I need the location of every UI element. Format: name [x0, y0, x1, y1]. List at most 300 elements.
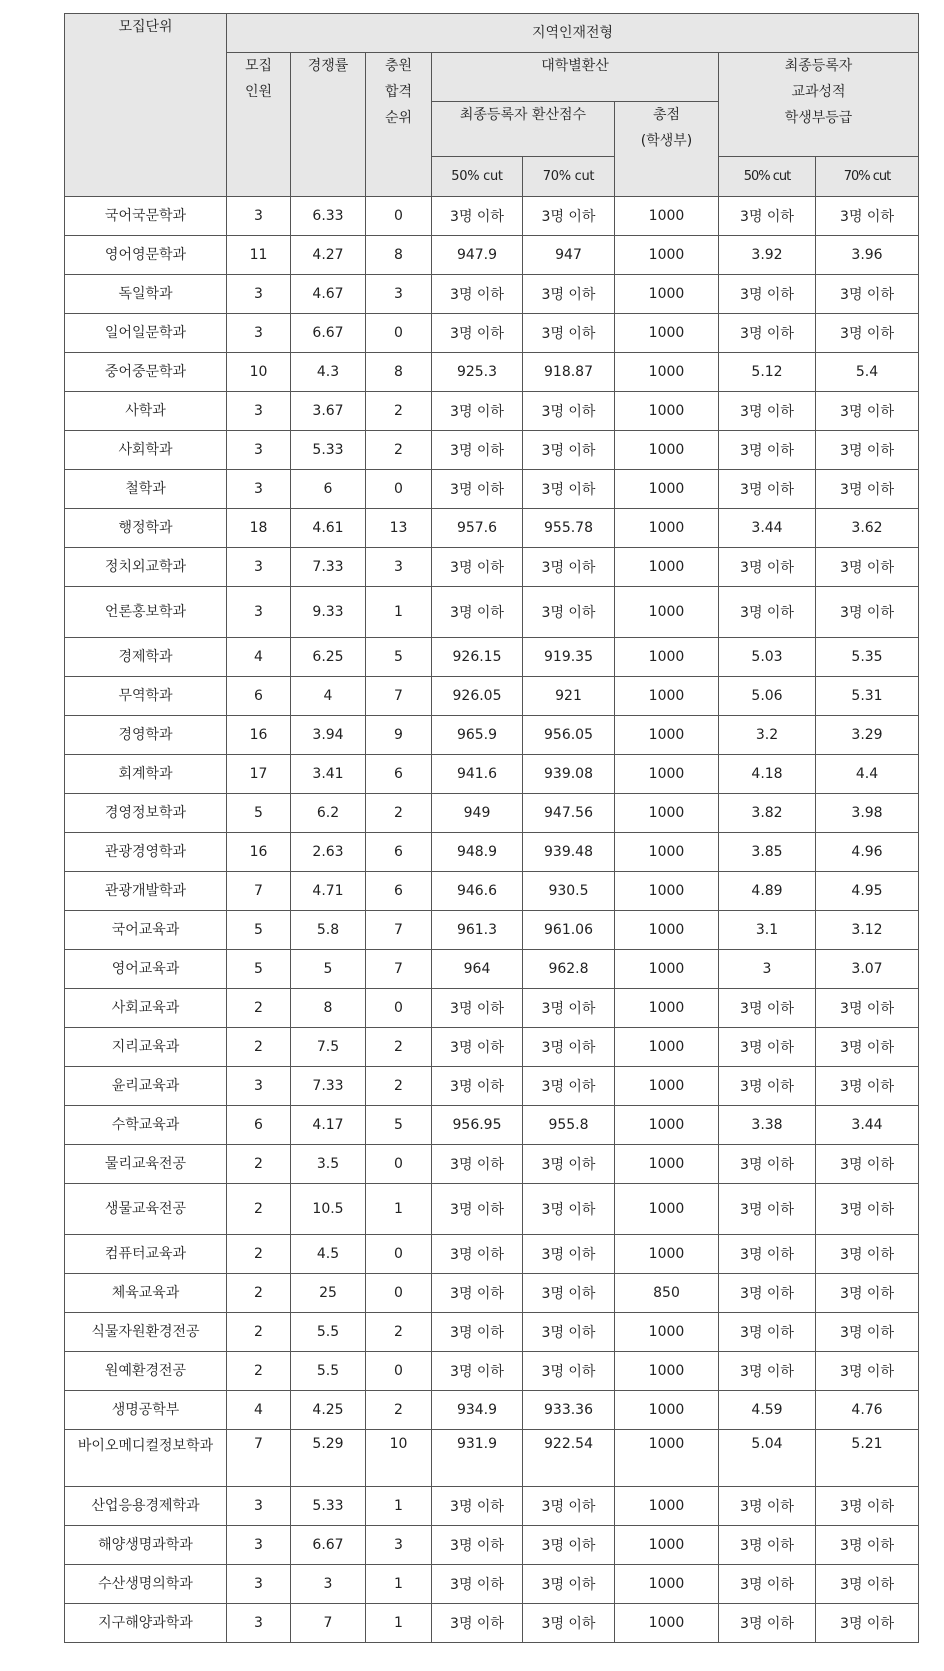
cell-waitlist-rank: 0: [366, 470, 432, 509]
cell-score-cut50: 3명 이하: [432, 1028, 523, 1067]
cell-grade-cut70: 5.31: [816, 677, 919, 716]
table-row: [65, 1430, 919, 1487]
cell-score-cut50: 964: [432, 950, 523, 989]
cell-total: 1000: [615, 431, 719, 470]
cell-department: 산업응용경제학과: [65, 1487, 227, 1526]
cell-total: 1000: [615, 275, 719, 314]
cell-competition: 7.33: [291, 548, 366, 587]
cell-score-cut50: 3명 이하: [432, 1352, 523, 1391]
cell-score-cut50: 3명 이하: [432, 392, 523, 431]
cell-score-cut70: 3명 이하: [523, 431, 615, 470]
table-row: [65, 1565, 919, 1604]
header-program: 지역인재전형: [227, 14, 919, 53]
header-grade-cut50: 50% cut: [719, 157, 816, 197]
cell-total: 1000: [615, 1106, 719, 1145]
cell-total: 1000: [615, 1184, 719, 1235]
cell-score-cut50: 931.9: [432, 1430, 523, 1487]
cell-score-cut50: 956.95: [432, 1106, 523, 1145]
cell-total: 1000: [615, 353, 719, 392]
table-row: [65, 431, 919, 470]
cell-waitlist-rank: 6: [366, 755, 432, 794]
cell-waitlist-rank: 7: [366, 950, 432, 989]
cell-grade-cut70: 3.44: [816, 1106, 919, 1145]
cell-grade-cut50: 3명 이하: [719, 989, 816, 1028]
cell-quota: 16: [227, 716, 291, 755]
cell-score-cut50: 947.9: [432, 236, 523, 275]
cell-grade-cut70: 3명 이하: [816, 1313, 919, 1352]
cell-waitlist-rank: 3: [366, 1526, 432, 1565]
cell-total: 1000: [615, 1430, 719, 1487]
cell-grade-cut50: 3: [719, 950, 816, 989]
cell-waitlist-rank: 10: [366, 1430, 432, 1487]
cell-department: 경영정보학과: [65, 794, 227, 833]
cell-competition: 3: [291, 1565, 366, 1604]
cell-quota: 3: [227, 1565, 291, 1604]
cell-quota: 3: [227, 587, 291, 638]
cell-score-cut70: 919.35: [523, 638, 615, 677]
cell-department: 컴퓨터교육과: [65, 1235, 227, 1274]
cell-grade-cut70: 3명 이하: [816, 1565, 919, 1604]
cell-score-cut70: 3명 이하: [523, 1067, 615, 1106]
cell-score-cut50: 3명 이하: [432, 1145, 523, 1184]
cell-grade-cut50: 3명 이하: [719, 1274, 816, 1313]
cell-department: 생명공학부: [65, 1391, 227, 1430]
cell-department: 경영학과: [65, 716, 227, 755]
cell-score-cut50: 3명 이하: [432, 314, 523, 353]
header-unit: 모집단위: [65, 14, 227, 197]
cell-score-cut50: 961.3: [432, 911, 523, 950]
cell-waitlist-rank: 1: [366, 587, 432, 638]
table-row: [65, 1487, 919, 1526]
cell-waitlist-rank: 2: [366, 1391, 432, 1430]
cell-total: 1000: [615, 677, 719, 716]
cell-grade-cut50: 3명 이하: [719, 1067, 816, 1106]
table-row: [65, 1352, 919, 1391]
cell-score-cut50: 3명 이하: [432, 1067, 523, 1106]
cell-department: 국어교육과: [65, 911, 227, 950]
cell-grade-cut70: 3명 이하: [816, 989, 919, 1028]
table-row: [65, 911, 919, 950]
cell-waitlist-rank: 3: [366, 275, 432, 314]
table-row: [65, 794, 919, 833]
cell-competition: 5.33: [291, 1487, 366, 1526]
cell-grade-cut50: 5.04: [719, 1430, 816, 1487]
cell-waitlist-rank: 1: [366, 1604, 432, 1643]
cell-score-cut50: 3명 이하: [432, 1235, 523, 1274]
cell-quota: 2: [227, 989, 291, 1028]
cell-department: 중어중문학과: [65, 353, 227, 392]
cell-grade-cut70: 5.21: [816, 1430, 919, 1487]
cell-quota: 3: [227, 548, 291, 587]
cell-total: 1000: [615, 1352, 719, 1391]
cell-quota: 17: [227, 755, 291, 794]
cell-score-cut70: 933.36: [523, 1391, 615, 1430]
cell-waitlist-rank: 2: [366, 1028, 432, 1067]
table-row: [65, 197, 919, 236]
cell-grade-cut50: 3명 이하: [719, 275, 816, 314]
cell-score-cut70: 3명 이하: [523, 1487, 615, 1526]
cell-score-cut70: 3명 이하: [523, 1028, 615, 1067]
table-row: [65, 548, 919, 587]
cell-quota: 2: [227, 1184, 291, 1235]
cell-competition: 5.33: [291, 431, 366, 470]
cell-grade-cut50: 3명 이하: [719, 470, 816, 509]
table-row: [65, 1604, 919, 1643]
cell-quota: 6: [227, 1106, 291, 1145]
cell-score-cut70: 3명 이하: [523, 1235, 615, 1274]
cell-quota: 5: [227, 794, 291, 833]
cell-quota: 3: [227, 314, 291, 353]
cell-grade-cut70: 4.96: [816, 833, 919, 872]
cell-score-cut70: 956.05: [523, 716, 615, 755]
cell-competition: 4.17: [291, 1106, 366, 1145]
cell-quota: 3: [227, 1604, 291, 1643]
table-row: [65, 716, 919, 755]
cell-competition: 25: [291, 1274, 366, 1313]
cell-grade-cut70: 3명 이하: [816, 1067, 919, 1106]
table-row: [65, 314, 919, 353]
table-row: [65, 1274, 919, 1313]
cell-grade-cut50: 3명 이하: [719, 197, 816, 236]
cell-grade-cut70: 3명 이하: [816, 1526, 919, 1565]
cell-grade-cut70: 4.4: [816, 755, 919, 794]
table-row: [65, 1067, 919, 1106]
table-row: [65, 989, 919, 1028]
cell-score-cut70: 3명 이하: [523, 989, 615, 1028]
cell-total: 1000: [615, 470, 719, 509]
cell-waitlist-rank: 0: [366, 1145, 432, 1184]
cell-score-cut70: 918.87: [523, 353, 615, 392]
cell-grade-cut50: 3.44: [719, 509, 816, 548]
cell-total: 1000: [615, 950, 719, 989]
cell-competition: 4: [291, 677, 366, 716]
cell-total: 1000: [615, 509, 719, 548]
header-score-cut70: 70% cut: [523, 157, 615, 197]
cell-competition: 9.33: [291, 587, 366, 638]
cell-total: 1000: [615, 638, 719, 677]
cell-grade-cut70: 3명 이하: [816, 431, 919, 470]
cell-total: 1000: [615, 1067, 719, 1106]
cell-score-cut50: 957.6: [432, 509, 523, 548]
cell-score-cut50: 926.15: [432, 638, 523, 677]
cell-waitlist-rank: 7: [366, 677, 432, 716]
cell-total: 1000: [615, 1565, 719, 1604]
cell-quota: 4: [227, 1391, 291, 1430]
table-row: [65, 677, 919, 716]
cell-grade-cut70: 3명 이하: [816, 1352, 919, 1391]
cell-competition: 5.5: [291, 1313, 366, 1352]
cell-quota: 2: [227, 1235, 291, 1274]
cell-score-cut50: 3명 이하: [432, 470, 523, 509]
cell-grade-cut50: 3명 이하: [719, 1313, 816, 1352]
cell-total: 1000: [615, 314, 719, 353]
cell-score-cut50: 3명 이하: [432, 1184, 523, 1235]
cell-competition: 6.67: [291, 314, 366, 353]
cell-competition: 4.3: [291, 353, 366, 392]
cell-score-cut70: 922.54: [523, 1430, 615, 1487]
cell-competition: 3.94: [291, 716, 366, 755]
cell-waitlist-rank: 2: [366, 1313, 432, 1352]
cell-score-cut50: 965.9: [432, 716, 523, 755]
cell-total: 1000: [615, 197, 719, 236]
cell-competition: 10.5: [291, 1184, 366, 1235]
cell-grade-cut70: 3명 이하: [816, 197, 919, 236]
cell-grade-cut70: 5.35: [816, 638, 919, 677]
table-row: [65, 872, 919, 911]
admission-results-table: [64, 13, 919, 1643]
cell-competition: 6: [291, 470, 366, 509]
cell-waitlist-rank: 2: [366, 431, 432, 470]
table-row: [65, 1028, 919, 1067]
cell-grade-cut70: 3명 이하: [816, 470, 919, 509]
cell-grade-cut50: 3명 이하: [719, 1352, 816, 1391]
cell-grade-cut70: 3명 이하: [816, 1274, 919, 1313]
cell-score-cut70: 3명 이하: [523, 1565, 615, 1604]
cell-quota: 3: [227, 275, 291, 314]
cell-grade-cut50: 3명 이하: [719, 1487, 816, 1526]
cell-competition: 6.33: [291, 197, 366, 236]
cell-competition: 5.8: [291, 911, 366, 950]
cell-score-cut70: 3명 이하: [523, 392, 615, 431]
cell-total: 1000: [615, 872, 719, 911]
cell-competition: 4.61: [291, 509, 366, 548]
cell-grade-cut70: 3명 이하: [816, 392, 919, 431]
cell-quota: 3: [227, 197, 291, 236]
cell-waitlist-rank: 5: [366, 638, 432, 677]
cell-quota: 16: [227, 833, 291, 872]
cell-grade-cut70: 3.29: [816, 716, 919, 755]
cell-competition: 4.25: [291, 1391, 366, 1430]
cell-quota: 5: [227, 950, 291, 989]
cell-score-cut50: 934.9: [432, 1391, 523, 1430]
cell-grade-cut50: 3명 이하: [719, 1235, 816, 1274]
cell-grade-cut70: 3명 이하: [816, 275, 919, 314]
cell-quota: 3: [227, 392, 291, 431]
cell-competition: 6.25: [291, 638, 366, 677]
header-quota: 모집 인원: [227, 53, 291, 197]
cell-competition: 7.33: [291, 1067, 366, 1106]
cell-total: 1000: [615, 1028, 719, 1067]
cell-total: 1000: [615, 1487, 719, 1526]
cell-department: 관광개발학과: [65, 872, 227, 911]
cell-department: 일어일문학과: [65, 314, 227, 353]
cell-score-cut50: 3명 이하: [432, 197, 523, 236]
cell-score-cut70: 939.08: [523, 755, 615, 794]
cell-competition: 3.67: [291, 392, 366, 431]
cell-grade-cut70: 4.76: [816, 1391, 919, 1430]
table-row: [65, 1526, 919, 1565]
cell-waitlist-rank: 0: [366, 1235, 432, 1274]
table-row: [65, 236, 919, 275]
cell-grade-cut70: 3명 이하: [816, 314, 919, 353]
cell-competition: 5.5: [291, 1352, 366, 1391]
cell-total: 1000: [615, 833, 719, 872]
cell-score-cut70: 3명 이하: [523, 1274, 615, 1313]
cell-competition: 5: [291, 950, 366, 989]
table-row: [65, 470, 919, 509]
cell-total: 1000: [615, 392, 719, 431]
cell-quota: 2: [227, 1313, 291, 1352]
cell-department: 영어영문학과: [65, 236, 227, 275]
cell-grade-cut50: 3.85: [719, 833, 816, 872]
cell-department: 수산생명의학과: [65, 1565, 227, 1604]
cell-score-cut50: 3명 이하: [432, 1526, 523, 1565]
cell-score-cut50: 941.6: [432, 755, 523, 794]
cell-waitlist-rank: 1: [366, 1487, 432, 1526]
cell-waitlist-rank: 3: [366, 548, 432, 587]
cell-department: 독일학과: [65, 275, 227, 314]
cell-grade-cut70: 3.07: [816, 950, 919, 989]
cell-total: 1000: [615, 716, 719, 755]
cell-score-cut70: 3명 이하: [523, 197, 615, 236]
table-row: [65, 950, 919, 989]
cell-score-cut50: 3명 이하: [432, 1313, 523, 1352]
cell-waitlist-rank: 6: [366, 833, 432, 872]
cell-quota: 3: [227, 470, 291, 509]
cell-department: 사학과: [65, 392, 227, 431]
cell-department: 생물교육전공: [65, 1184, 227, 1235]
cell-score-cut70: 3명 이하: [523, 470, 615, 509]
table-row: [65, 353, 919, 392]
cell-score-cut50: 949: [432, 794, 523, 833]
cell-score-cut50: 3명 이하: [432, 548, 523, 587]
cell-waitlist-rank: 5: [366, 1106, 432, 1145]
cell-grade-cut70: 3.62: [816, 509, 919, 548]
table-row: [65, 509, 919, 548]
cell-total: 1000: [615, 1391, 719, 1430]
table-row: [65, 1184, 919, 1235]
cell-waitlist-rank: 0: [366, 314, 432, 353]
cell-grade-cut70: 3명 이하: [816, 1235, 919, 1274]
cell-competition: 6.67: [291, 1526, 366, 1565]
cell-total: 1000: [615, 587, 719, 638]
cell-grade-cut50: 3명 이하: [719, 392, 816, 431]
cell-grade-cut50: 5.12: [719, 353, 816, 392]
cell-competition: 3.41: [291, 755, 366, 794]
cell-quota: 11: [227, 236, 291, 275]
cell-total: 1000: [615, 548, 719, 587]
table-row: [65, 1235, 919, 1274]
cell-grade-cut50: 5.03: [719, 638, 816, 677]
cell-score-cut70: 921: [523, 677, 615, 716]
cell-score-cut50: 948.9: [432, 833, 523, 872]
cell-waitlist-rank: 0: [366, 989, 432, 1028]
cell-grade-cut70: 5.4: [816, 353, 919, 392]
cell-grade-cut50: 3명 이하: [719, 1145, 816, 1184]
cell-score-cut70: 962.8: [523, 950, 615, 989]
cell-department: 사회학과: [65, 431, 227, 470]
cell-total: 1000: [615, 755, 719, 794]
cell-quota: 4: [227, 638, 291, 677]
table-row: [65, 755, 919, 794]
cell-department: 경제학과: [65, 638, 227, 677]
cell-competition: 4.5: [291, 1235, 366, 1274]
cell-quota: 2: [227, 1274, 291, 1313]
cell-total: 1000: [615, 911, 719, 950]
cell-grade-cut70: 3명 이하: [816, 1145, 919, 1184]
cell-score-cut70: 3명 이하: [523, 1526, 615, 1565]
cell-score-cut50: 3명 이하: [432, 275, 523, 314]
table-row: [65, 587, 919, 638]
header-waitlist: 충원 합격 순위: [366, 53, 432, 197]
cell-department: 체육교육과: [65, 1274, 227, 1313]
cell-grade-cut50: 3명 이하: [719, 431, 816, 470]
cell-score-cut70: 3명 이하: [523, 1604, 615, 1643]
cell-score-cut70: 3명 이하: [523, 1145, 615, 1184]
cell-grade-cut70: 3명 이하: [816, 1028, 919, 1067]
cell-score-cut50: 3명 이하: [432, 989, 523, 1028]
cell-score-cut70: 939.48: [523, 833, 615, 872]
table-row: [65, 833, 919, 872]
cell-grade-cut50: 3.82: [719, 794, 816, 833]
cell-grade-cut50: 5.06: [719, 677, 816, 716]
cell-competition: 7.5: [291, 1028, 366, 1067]
cell-department: 관광경영학과: [65, 833, 227, 872]
cell-quota: 2: [227, 1145, 291, 1184]
header-univ-conversion: 대학별환산: [432, 53, 719, 102]
cell-quota: 18: [227, 509, 291, 548]
header-final-score: 최종등록자 환산점수: [432, 102, 615, 157]
cell-grade-cut50: 3명 이하: [719, 587, 816, 638]
cell-score-cut50: 3명 이하: [432, 1565, 523, 1604]
table-row: [65, 1106, 919, 1145]
header-competition: 경쟁률: [291, 53, 366, 197]
cell-department: 원예환경전공: [65, 1352, 227, 1391]
cell-score-cut50: 3명 이하: [432, 1487, 523, 1526]
cell-score-cut50: 946.6: [432, 872, 523, 911]
cell-grade-cut70: 3.12: [816, 911, 919, 950]
header-score-cut50: 50% cut: [432, 157, 523, 197]
cell-quota: 3: [227, 1526, 291, 1565]
cell-total: 1000: [615, 1604, 719, 1643]
header-total: 총점 (학생부): [615, 102, 719, 197]
table-row: [65, 1391, 919, 1430]
cell-grade-cut50: 3명 이하: [719, 1565, 816, 1604]
cell-department: 무역학과: [65, 677, 227, 716]
cell-total: 1000: [615, 989, 719, 1028]
cell-quota: 7: [227, 1430, 291, 1487]
cell-waitlist-rank: 2: [366, 794, 432, 833]
cell-score-cut50: 3명 이하: [432, 1604, 523, 1643]
cell-grade-cut70: 3.96: [816, 236, 919, 275]
table-row: [65, 392, 919, 431]
cell-grade-cut70: 3명 이하: [816, 548, 919, 587]
cell-total: 1000: [615, 1235, 719, 1274]
cell-competition: 8: [291, 989, 366, 1028]
cell-waitlist-rank: 13: [366, 509, 432, 548]
cell-score-cut70: 3명 이하: [523, 314, 615, 353]
cell-score-cut70: 3명 이하: [523, 275, 615, 314]
cell-score-cut70: 3명 이하: [523, 587, 615, 638]
cell-grade-cut50: 4.59: [719, 1391, 816, 1430]
cell-department: 언론홍보학과: [65, 587, 227, 638]
cell-competition: 7: [291, 1604, 366, 1643]
cell-department: 철학과: [65, 470, 227, 509]
cell-grade-cut70: 3명 이하: [816, 1604, 919, 1643]
cell-competition: 4.67: [291, 275, 366, 314]
cell-quota: 7: [227, 872, 291, 911]
cell-department: 윤리교육과: [65, 1067, 227, 1106]
cell-grade-cut50: 3명 이하: [719, 1526, 816, 1565]
cell-grade-cut50: 3.92: [719, 236, 816, 275]
cell-score-cut70: 947: [523, 236, 615, 275]
cell-score-cut70: 3명 이하: [523, 1313, 615, 1352]
cell-score-cut70: 947.56: [523, 794, 615, 833]
cell-grade-cut50: 4.18: [719, 755, 816, 794]
table-header: [65, 14, 919, 197]
cell-waitlist-rank: 6: [366, 872, 432, 911]
cell-quota: 3: [227, 1067, 291, 1106]
